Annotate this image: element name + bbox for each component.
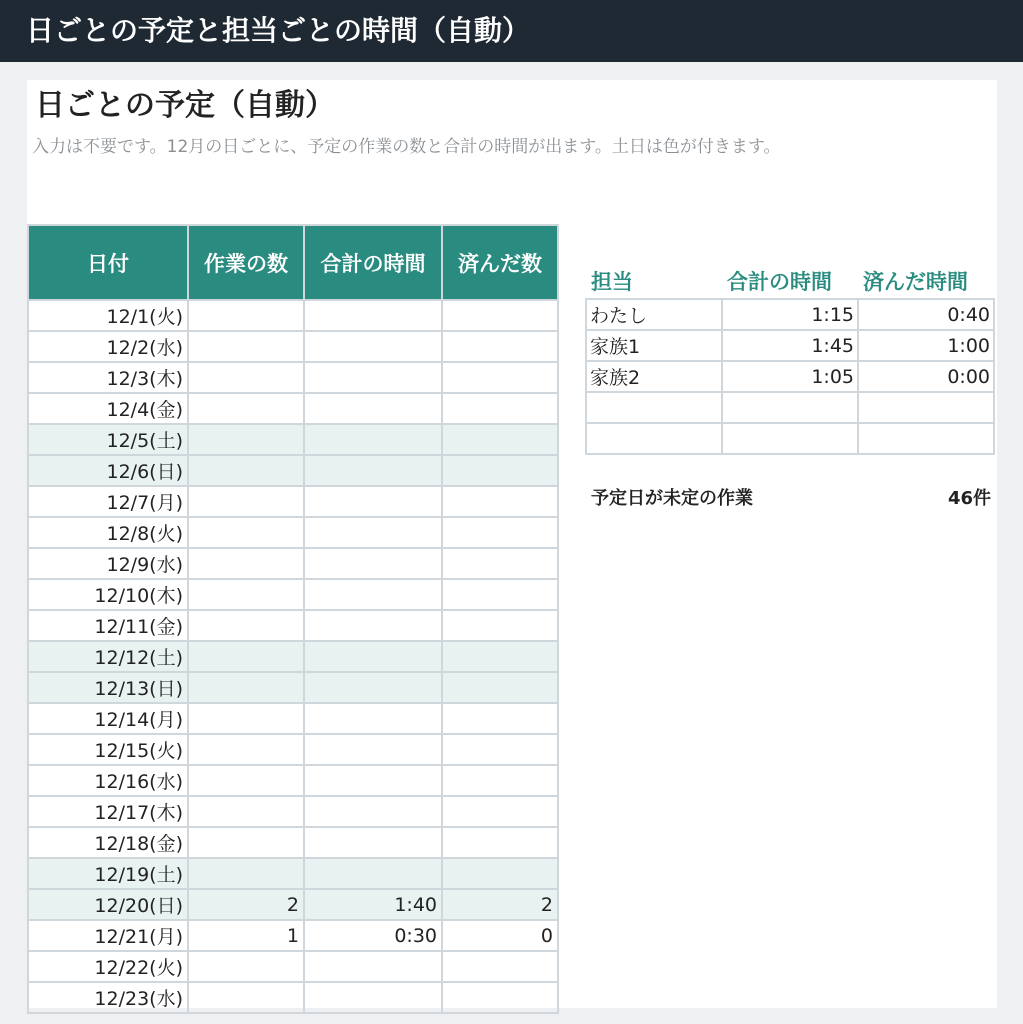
table-row [28,734,558,765]
cell-total-time[interactable] [304,610,442,641]
cell-person-name[interactable] [586,423,722,454]
cell-total-time[interactable] [304,424,442,455]
table-row [586,423,994,454]
cell-total-time[interactable] [304,703,442,734]
sheet-subtitle: 入力は不要です。12月の日ごとに、予定の作業の数と合計の時間が出ます。土日は色が付きます。 [32,137,781,157]
cell-date[interactable]: 12/5(土) [28,424,188,455]
cell-date[interactable]: 12/11(金) [28,610,188,641]
sheet-heading: 日ごとの予定（自動） [35,88,335,123]
cell-total-time[interactable] [304,300,442,331]
table-row [28,765,558,796]
cell-done-count[interactable] [442,610,558,641]
cell-done-count[interactable] [442,982,558,1013]
cell-done-count[interactable] [442,300,558,331]
table-row [28,455,558,486]
cell-total-time[interactable]: 1:40 [304,889,442,920]
unscheduled-tasks-label: 予定日が未定の作業 [591,488,753,509]
cell-total-time[interactable] [304,765,442,796]
cell-date[interactable]: 12/3(木) [28,362,188,393]
cell-total-time[interactable] [304,672,442,703]
table-row [28,641,558,672]
cell-person-name[interactable]: わたし [586,299,722,330]
table-row [28,889,558,920]
table-row [28,982,558,1013]
cell-person-done[interactable] [858,392,994,423]
table-row [586,361,994,392]
cell-done-count[interactable] [442,486,558,517]
table-row [28,951,558,982]
cell-date[interactable]: 12/13(日) [28,672,188,703]
cell-date[interactable]: 12/18(金) [28,827,188,858]
table-row [28,486,558,517]
cell-task-count[interactable] [188,858,304,889]
cell-total-time[interactable] [304,362,442,393]
cell-person-done[interactable]: 0:40 [858,299,994,330]
cell-date[interactable]: 12/6(日) [28,455,188,486]
cell-task-count[interactable] [188,393,304,424]
cell-done-count[interactable] [442,827,558,858]
person-header-total: 合計の時間 [727,270,832,294]
cell-person-total[interactable] [722,423,858,454]
cell-total-time[interactable] [304,858,442,889]
table-row [28,331,558,362]
header-task-count: 作業の数 [188,225,304,300]
cell-date[interactable]: 12/16(水) [28,765,188,796]
cell-done-count[interactable] [442,703,558,734]
cell-date[interactable]: 12/20(日) [28,889,188,920]
cell-total-time[interactable]: 0:30 [304,920,442,951]
cell-total-time[interactable] [304,548,442,579]
table-row [28,827,558,858]
person-header-name: 担当 [591,270,633,294]
cell-date[interactable]: 12/19(土) [28,858,188,889]
cell-done-count[interactable]: 2 [442,889,558,920]
cell-total-time[interactable] [304,455,442,486]
table-row [28,362,558,393]
cell-person-done[interactable]: 0:00 [858,361,994,392]
cell-task-count[interactable] [188,579,304,610]
window-title: 日ごとの予定と担当ごとの時間（自動） [0,0,1023,62]
cell-done-count[interactable] [442,517,558,548]
cell-date[interactable]: 12/12(土) [28,641,188,672]
cell-task-count[interactable] [188,548,304,579]
table-row [28,703,558,734]
cell-date[interactable]: 12/7(月) [28,486,188,517]
cell-done-count[interactable] [442,393,558,424]
cell-date[interactable]: 12/23(水) [28,982,188,1013]
cell-task-count[interactable] [188,517,304,548]
cell-person-total[interactable] [722,392,858,423]
cell-done-count[interactable] [442,951,558,982]
cell-total-time[interactable] [304,331,442,362]
cell-done-count[interactable] [442,858,558,889]
cell-done-count[interactable] [442,672,558,703]
unscheduled-tasks-count: 46件 [947,488,991,509]
table-row [28,548,558,579]
cell-total-time[interactable] [304,827,442,858]
cell-task-count[interactable] [188,827,304,858]
cell-total-time[interactable] [304,982,442,1013]
cell-date[interactable]: 12/1(火) [28,300,188,331]
cell-task-count[interactable] [188,641,304,672]
cell-done-count[interactable] [442,455,558,486]
cell-task-count[interactable] [188,300,304,331]
cell-date[interactable]: 12/4(金) [28,393,188,424]
table-row [28,858,558,889]
cell-date[interactable]: 12/2(水) [28,331,188,362]
cell-total-time[interactable] [304,734,442,765]
table-row [28,610,558,641]
cell-task-count[interactable]: 1 [188,920,304,951]
table-row [28,517,558,548]
cell-person-total[interactable]: 1:05 [722,361,858,392]
cell-task-count[interactable] [188,362,304,393]
table-row [28,796,558,827]
table-row [28,424,558,455]
cell-done-count[interactable] [442,765,558,796]
cell-date[interactable]: 12/15(火) [28,734,188,765]
cell-done-count[interactable] [442,734,558,765]
cell-task-count[interactable] [188,951,304,982]
cell-date[interactable]: 12/8(火) [28,517,188,548]
cell-date[interactable]: 12/22(火) [28,951,188,982]
table-row [28,920,558,951]
cell-person-name[interactable]: 家族1 [586,330,722,361]
cell-done-count[interactable] [442,579,558,610]
cell-done-count[interactable] [442,548,558,579]
person-time-table [585,298,995,455]
table-row [28,393,558,424]
cell-done-count[interactable] [442,424,558,455]
cell-task-count[interactable] [188,982,304,1013]
table-header-row [28,225,558,300]
cell-total-time[interactable] [304,951,442,982]
table-row [586,299,994,330]
cell-date[interactable]: 12/9(水) [28,548,188,579]
cell-task-count[interactable]: 2 [188,889,304,920]
cell-date[interactable]: 12/10(木) [28,579,188,610]
cell-date[interactable]: 12/21(月) [28,920,188,951]
cell-person-total[interactable]: 1:15 [722,299,858,330]
cell-task-count[interactable] [188,703,304,734]
cell-date[interactable]: 12/14(月) [28,703,188,734]
cell-person-total[interactable]: 1:45 [722,330,858,361]
cell-task-count[interactable] [188,796,304,827]
cell-task-count[interactable] [188,455,304,486]
cell-person-done[interactable]: 1:00 [858,330,994,361]
table-row [586,392,994,423]
daily-schedule-table [27,224,559,1014]
cell-task-count[interactable] [188,610,304,641]
table-row [586,330,994,361]
cell-person-name[interactable] [586,392,722,423]
cell-task-count[interactable] [188,486,304,517]
cell-done-count[interactable] [442,796,558,827]
cell-total-time[interactable] [304,517,442,548]
cell-total-time[interactable] [304,579,442,610]
cell-task-count[interactable] [188,424,304,455]
header-date: 日付 [28,225,188,300]
table-row [28,579,558,610]
sheet [27,80,997,1008]
cell-task-count[interactable] [188,734,304,765]
cell-person-done[interactable] [858,423,994,454]
cell-done-count[interactable] [442,641,558,672]
cell-total-time[interactable] [304,486,442,517]
cell-person-name[interactable]: 家族2 [586,361,722,392]
cell-total-time[interactable] [304,796,442,827]
header-total-time: 合計の時間 [304,225,442,300]
header-done-count: 済んだ数 [442,225,558,300]
table-row [28,300,558,331]
cell-task-count[interactable] [188,331,304,362]
cell-date[interactable]: 12/17(木) [28,796,188,827]
cell-done-count[interactable]: 0 [442,920,558,951]
person-header-done: 済んだ時間 [863,270,968,294]
cell-task-count[interactable] [188,765,304,796]
cell-done-count[interactable] [442,331,558,362]
table-row [28,672,558,703]
cell-done-count[interactable] [442,362,558,393]
cell-task-count[interactable] [188,672,304,703]
cell-total-time[interactable] [304,393,442,424]
cell-total-time[interactable] [304,641,442,672]
